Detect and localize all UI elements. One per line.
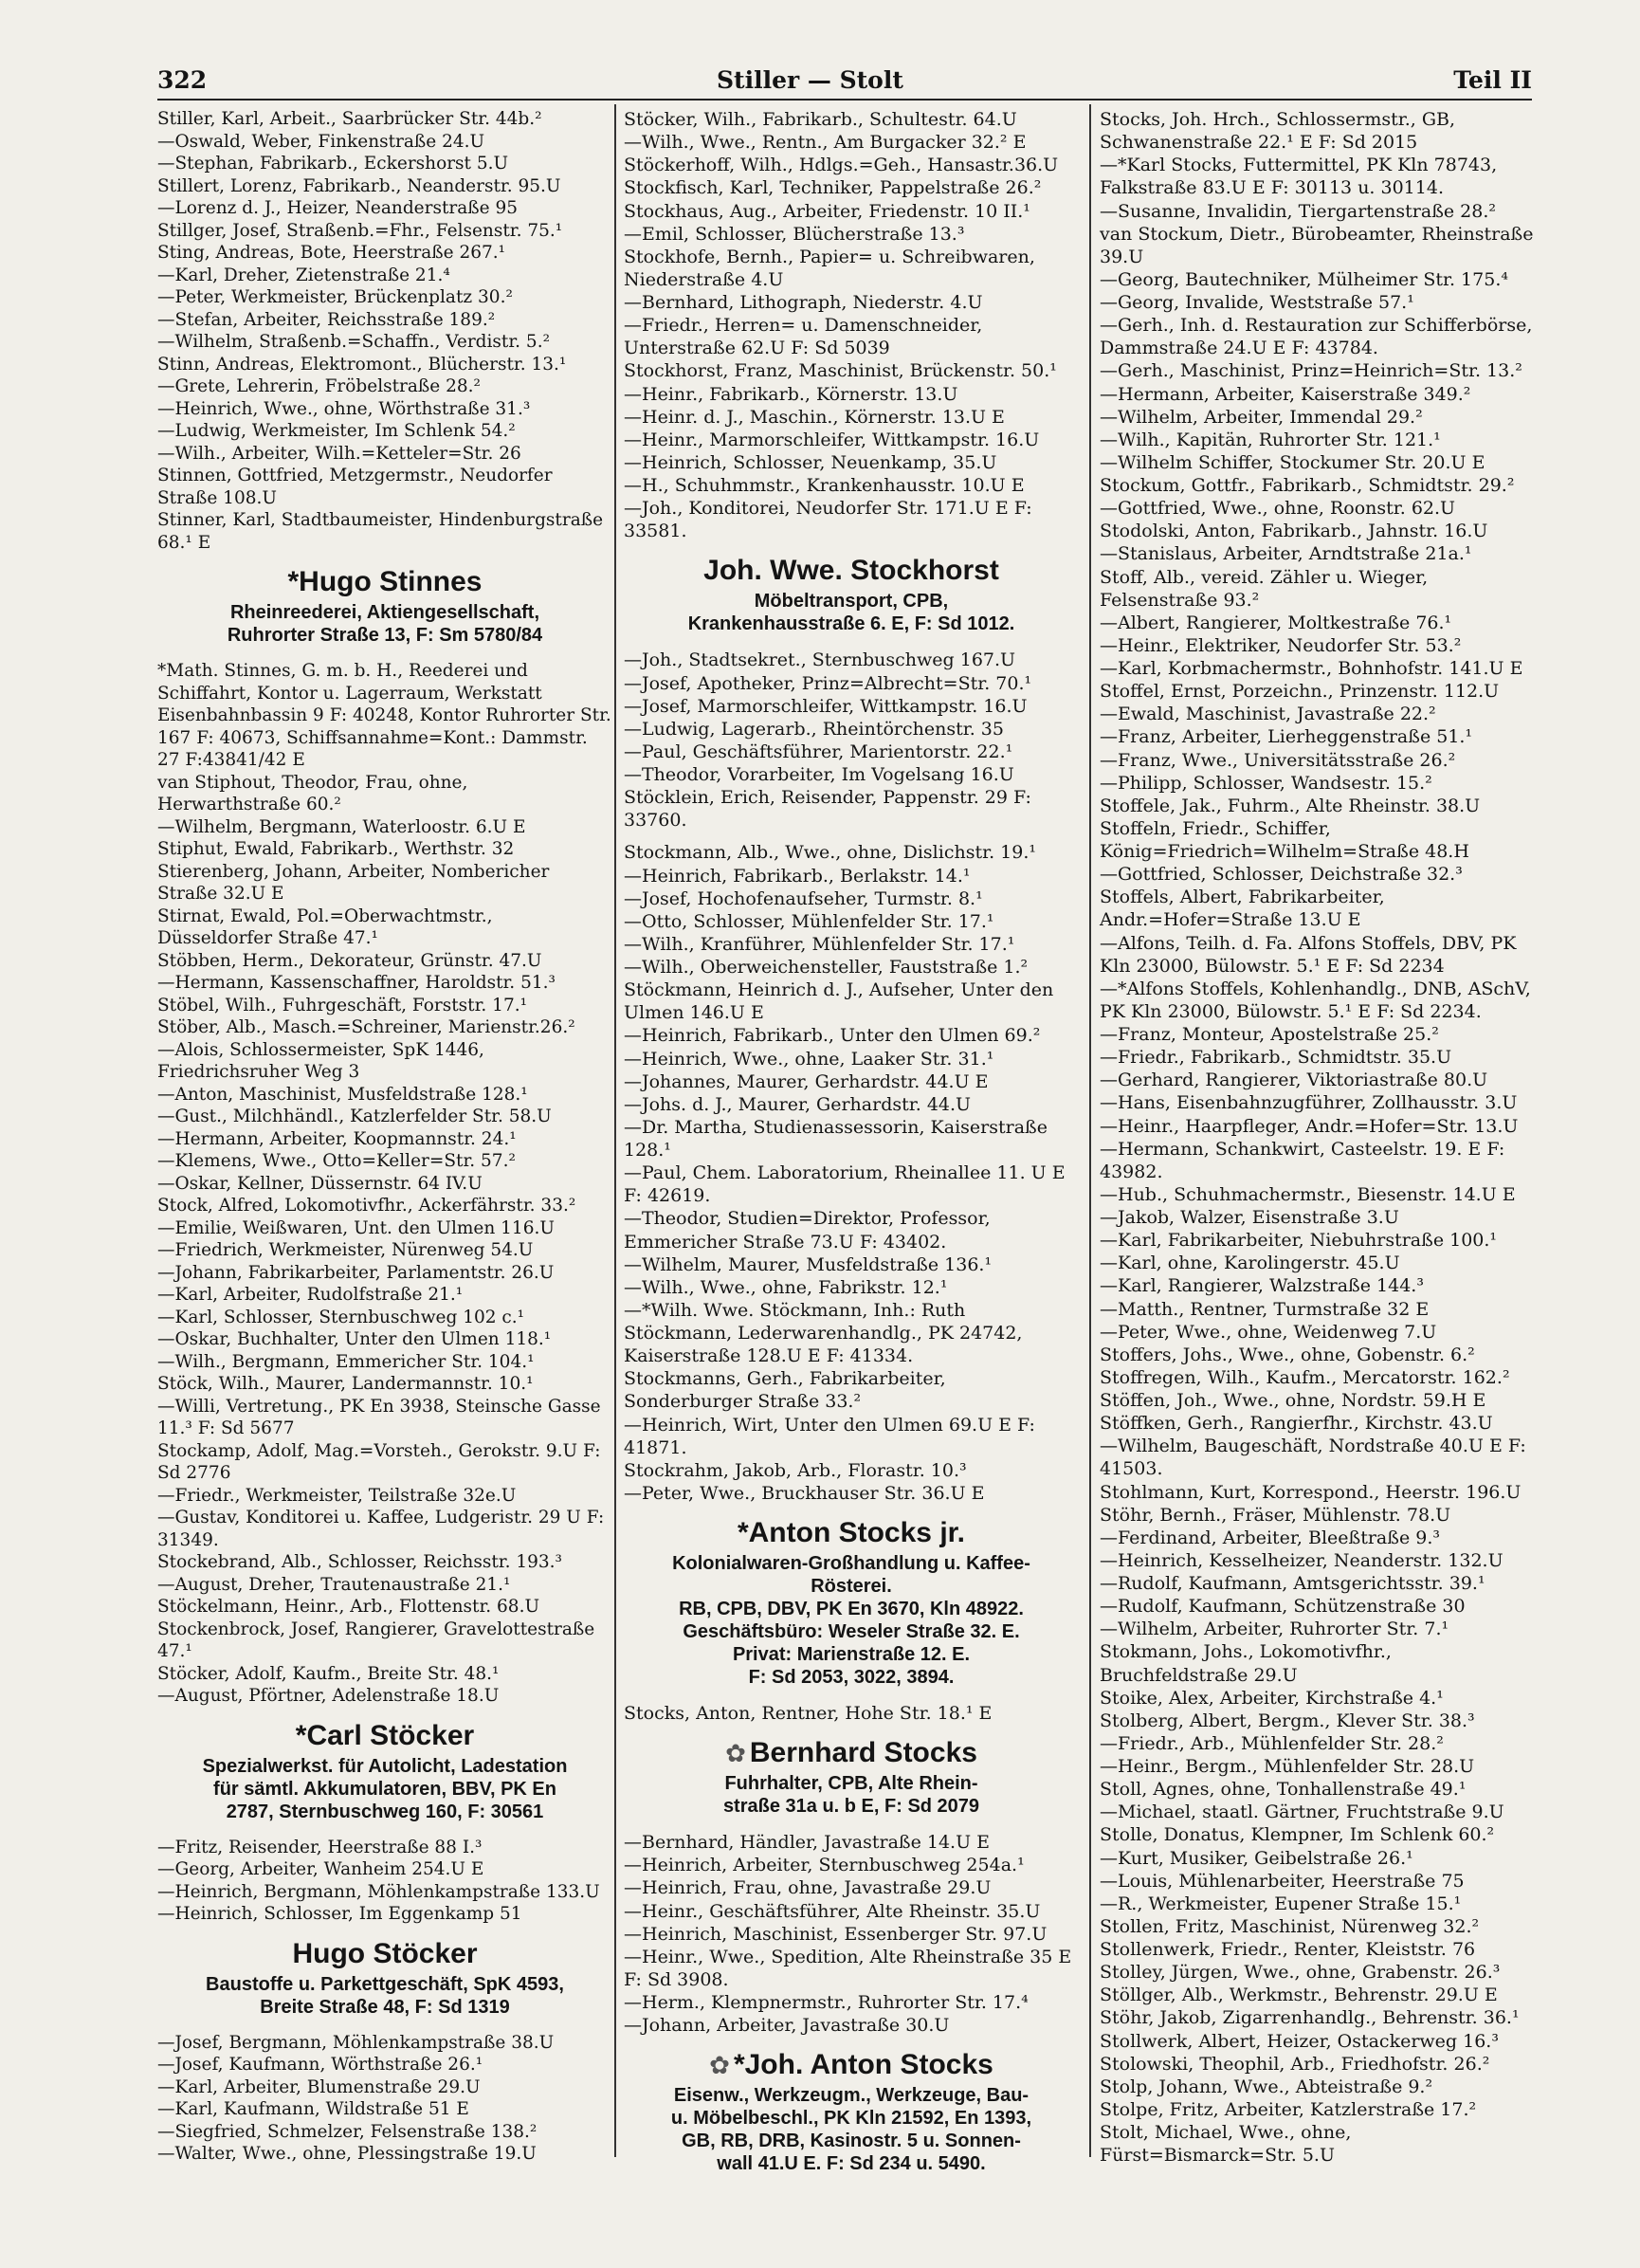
advertisement-line: Baustoffe u. Parkettgeschäft, SpK 4593, [206, 1973, 564, 1995]
directory-entry: Sting, Andreas, Bote, Heerstraße 267.¹ [157, 243, 506, 263]
directory-entry: Stockmanns, Gerh., Fabrikarbeiter, Sonderburger Straße 33.² [624, 1368, 946, 1413]
directory-entry: —Peter, Werkmeister, Brückenplatz 30.² [157, 287, 513, 307]
advertisement-line: Möbeltransport, CPB, [754, 591, 949, 613]
directory-entry: —Hub., Schuhmachermstr., Biesenstr. 14.U E [1100, 1183, 1516, 1205]
directory-entry: —Georg, Arbeiter, Wanheim 254.U E [157, 1859, 484, 1879]
directory-entry: —Georg, Invalide, Weststraße 57.¹ [1100, 292, 1414, 313]
directory-entry: Stoll, Agnes, ohne, Tonhallenstraße 49.¹ [1100, 1779, 1467, 1801]
directory-entry: —Gustav, Konditorei u. Kaffee, Ludgeristr. 29 U F: 31349. [157, 1508, 605, 1550]
directory-entry: Stöbel, Wilh., Fuhrgeschäft, Forststr. 17.¹ [157, 995, 528, 1015]
advertisement-title-text: Hugo Stöcker [292, 1937, 478, 1969]
directory-entry: —Georg, Bautechniker, Mülheimer Str. 175.⁴ [1100, 268, 1508, 290]
directory-entry: —Wilh., Arbeiter, Wilh.=Ketteler=Str. 26 [157, 443, 521, 464]
directory-entry: —Heinrich, Wwe., ohne, Laaker Str. 31.¹ [624, 1048, 994, 1070]
directory-entry: —Gerh., Inh. d. Restauration zur Schifferbörse, Dammstraße 24.U E F: 43784. [1100, 315, 1533, 359]
directory-entry: Stock, Alfred, Lokomotivfhr., Ackerfährstr. 33.² [157, 1196, 576, 1216]
directory-entry: Stoffregen, Wilh., Kaufm., Mercatorstr. 162.² [1100, 1366, 1510, 1388]
directory-entry: Stöffken, Gerh., Rangierfhr., Kirchstr. 43.U [1100, 1413, 1493, 1435]
directory-entry: —Wilhelm, Maurer, Musfeldstraße 136.¹ [624, 1253, 993, 1275]
directory-entry: —Herm., Klempnermstr., Ruhrorter Str. 17.⁴ [624, 1992, 1029, 2013]
directory-entry: —Hermann, Schankwirt, Casteelstr. 19. E F: 43982. [1100, 1138, 1505, 1182]
advertisement-block [157, 1935, 612, 2019]
advertisement-line: GB, RB, DRB, Kasinostr. 5 u. Sonnen- [682, 2131, 1021, 2152]
directory-entry: Stiphut, Ewald, Fabrikarb., Werthstr. 32 [157, 839, 515, 859]
directory-entry: —Dr. Martha, Studienassessorin, Kaiserstraße 128.¹ [624, 1116, 1048, 1161]
directory-entry: Stiller, Karl, Arbeit., Saarbrücker Str. 44b.² [157, 109, 542, 129]
directory-entry: —Matth., Rentner, Turmstraße 32 E [1100, 1298, 1430, 1320]
directory-entry: —Gust., Milchhändl., Katzlerfelder Str. 58.U [157, 1107, 552, 1126]
directory-entry: —Gerh., Maschinist, Prinz=Heinrich=Str. 13.² [1100, 360, 1522, 382]
advertisement-line: Breite Straße 48, F: Sd 1319 [260, 1996, 510, 2018]
directory-entry: —Anton, Maschinist, Musfeldstraße 128.¹ [157, 1084, 528, 1105]
directory-entry: —Friedr., Herren= u. Damenschneider, Unterstraße 62.U F: Sd 5039 [624, 315, 983, 359]
directory-entry: —Wilh., Oberweichensteller, Fauststraße 1.² [624, 957, 1029, 978]
directory-entry: —Kurt, Musiker, Geibelstraße 26.¹ [1100, 1847, 1413, 1869]
directory-entry: Stöckelmann, Heinr., Arb., Flottenstr. 68.U [157, 1597, 540, 1617]
advertisement-block [624, 1734, 1079, 1818]
advertisement-line: straße 31a u. b E, F: Sd 2079 [722, 1796, 980, 1818]
directory-entry: Stolberg, Albert, Bergm., Klever Str. 38.³ [1100, 1710, 1475, 1731]
directory-entry: Stöcker, Wilh., Fabrikarb., Schultestr. 64.U [624, 109, 1017, 130]
directory-entry: Stöcker, Adolf, Kaufm., Breite Str. 48.¹ [157, 1663, 500, 1684]
advertisement-line: Krankenhausstraße 6. E, F: Sd 1012. [687, 613, 1015, 635]
directory-entry: —Josef, Marmorschleifer, Wittkampstr. 16.U [624, 695, 1028, 717]
advertisement-line: Spezialwerkst. für Autolicht, Ladestation [202, 1755, 568, 1777]
directory-entry: Stokmann, Johs., Lokomotivfhr., Bruchfeldstraße 29.U [1100, 1641, 1392, 1686]
directory-entry: —Paul, Chem. Laboratorium, Rheinallee 11. U E F: 42619. [624, 1162, 1066, 1207]
directory-entry: —Paul, Geschäftsführer, Marientorstr. 22.¹ [624, 741, 1013, 762]
directory-entry: —Heinr., Geschäftsführer, Alte Rheinstr. 35.U [624, 1900, 1041, 1922]
advertisement-block [157, 1717, 612, 1823]
directory-entry: —Oswald, Weber, Finkenstraße 24.U [157, 131, 485, 152]
advertisement-line: 2787, Sternbuschweg 160, F: 30561 [226, 1801, 544, 1822]
directory-entry: —Gottfried, Schlosser, Deichstraße 32.³ [1100, 864, 1463, 886]
directory-entry: Stoike, Alex, Arbeiter, Kirchstraße 4.¹ [1100, 1687, 1444, 1709]
advertisement-block [624, 1514, 1079, 1689]
directory-entry: —Wilh., Wwe., ohne, Fabrikstr. 12.¹ [624, 1276, 948, 1298]
directory-entry: —Emil, Schlosser, Blücherstraße 13.³ [624, 223, 965, 245]
directory-entry: —Albert, Rangierer, Moltkestraße 76.¹ [1100, 612, 1452, 633]
directory-entry: —Karl, Rangierer, Walzstraße 144.³ [1100, 1275, 1424, 1297]
directory-entry: Stolpe, Fritz, Arbeiter, Katzlerstraße 17.² [1100, 2098, 1477, 2120]
advertisement-block [157, 563, 612, 647]
advertisement-line: u. Möbelbeschl., PK Kln 21592, En 1393, [670, 2108, 1032, 2130]
directory-entry: —R., Werkmeister, Eupener Straße 15.¹ [1100, 1893, 1462, 1914]
directory-entry: —Karl, Dreher, Zietenstraße 21.⁴ [157, 265, 450, 285]
directory-entry: Stolp, Johann, Wwe., Abteistraße 9.² [1100, 2076, 1433, 2097]
directory-entry: Stoffeln, Friedr., Schiffer, König=Friedrich=Wilhelm=Straße 48.H [1100, 817, 1469, 862]
directory-entry: —Friedr., Fabrikarb., Schmidtstr. 35.U [1100, 1047, 1452, 1069]
wreath-emblem-icon: ✿ [709, 2051, 730, 2080]
advertisement-line: RB, CPB, DBV, PK En 3670, Kln 48922. [679, 1599, 1024, 1619]
advertisement-line: für sämtl. Akkumulatoren, BBV, PK En [213, 1778, 556, 1800]
directory-entry: Stoffel, Ernst, Porzeichn., Prinzenstr. 112.U [1100, 681, 1500, 703]
advertisement-title [624, 552, 1079, 590]
directory-entry: —Heinr., Elektriker, Neudorfer Str. 53.² [1100, 634, 1462, 656]
directory-entry: *Math. Stinnes, G. m. b. H., Reederei und Schiffahrt, Kontor u. Lagerraum, Werkstatt Eisenbahnbassin 9 F: 40248, Kontor Ruhrorter Str. 167 F: 40673, Schiffsannahme=Kont.: Dammstr. 27 F:43841/42 E [157, 661, 611, 770]
directory-entry: —Karl, Fabrikarbeiter, Niebuhrstraße 100.¹ [1100, 1230, 1498, 1252]
directory-entry: —Hermann, Arbeiter, Kaiserstraße 349.² [1100, 383, 1471, 405]
directory-entry: Stöcklein, Erich, Reisender, Pappenstr. 29 F: 33760. [624, 787, 1031, 832]
directory-entry: —Heinr., Fabrikarb., Körnerstr. 13.U [624, 383, 958, 405]
directory-entry: —Otto, Schlosser, Mühlenfelder Str. 17.¹ [624, 910, 994, 932]
advertisement-line: Ruhrorter Straße 13, F: Sm 5780/84 [227, 625, 543, 646]
directory-entry: —Heinrich, Schlosser, Im Eggenkamp 51 [157, 1904, 522, 1924]
directory-entry: —Susanne, Invalidin, Tiergartenstraße 28.² [1100, 200, 1497, 222]
directory-entry: —Theodor, Vorarbeiter, Im Vogelsang 16.U [624, 764, 1014, 785]
directory-entry: —Emilie, Weißwaren, Unt. den Ulmen 116.U [157, 1217, 555, 1238]
directory-entry: —Karl, Korbmachermstr., Bohnhofstr. 141.U E [1100, 658, 1523, 679]
directory-entry: —Wilhelm, Arbeiter, Immendal 29.² [1100, 406, 1423, 428]
directory-entry: Stöhr, Bernh., Fräser, Mühlenstr. 78.U [1100, 1504, 1451, 1526]
directory-entry: Stolt, Michael, Wwe., ohne, Fürst=Bismarck=Str. 5.U [1100, 2122, 1352, 2167]
directory-entry: Stolowski, Theophil, Arb., Friedhofstr. 26.² [1100, 2053, 1490, 2075]
directory-entry: Stockhofe, Bernh., Papier= u. Schreibwaren, Niederstraße 4.U [624, 246, 1035, 290]
advertisement-title [624, 1514, 1079, 1552]
directory-entry: —Franz, Wwe., Universitätsstraße 26.² [1100, 749, 1456, 771]
directory-entry: —Heinrich, Maschinist, Essenberger Str. 97.U [624, 1923, 1048, 1945]
column-divider-1 [614, 104, 616, 2157]
part-label: Teil II [1453, 66, 1532, 94]
directory-entry: —Jakob, Walzer, Eisenstraße 3.U [1100, 1207, 1399, 1228]
directory-entry: —August, Pförtner, Adelenstraße 18.U [157, 1686, 500, 1706]
directory-entry: —Karl, Kaufmann, Wildstraße 51 E [157, 2099, 469, 2119]
directory-entry: Stirnat, Ewald, Pol.=Oberwachtmstr., Düsseldorfer Straße 47.¹ [157, 905, 493, 948]
directory-entry: —Wilh., Bergmann, Emmericher Str. 104.¹ [157, 1351, 535, 1372]
directory-entry: —Lorenz d. J., Heizer, Neanderstraße 95 [157, 198, 518, 218]
directory-entry: Stodolski, Anton, Fabrikarb., Jahnstr. 16.U [1100, 521, 1488, 542]
directory-entry: —Oskar, Buchhalter, Unter den Ulmen 118.¹ [157, 1329, 552, 1349]
directory-entry: —Hans, Eisenbahnzugführer, Zollhausstr. 3.U [1100, 1092, 1518, 1114]
directory-entry: —Franz, Monteur, Apostelstraße 25.² [1100, 1024, 1439, 1045]
advertisement-title [157, 563, 612, 601]
advertisement-title [624, 1734, 1079, 1772]
directory-entry: —Stanislaus, Arbeiter, Arndtstraße 21a.¹ [1100, 543, 1472, 565]
directory-entry: —Wilhelm, Bergmann, Waterloostr. 6.U E [157, 816, 526, 837]
advertisement-line: wall 41.U E. F: Sd 234 u. 5490. [717, 2153, 986, 2175]
directory-entry: —August, Dreher, Trautenaustraße 21.¹ [157, 1574, 511, 1595]
directory-entry: Stockamp, Adolf, Mag.=Vorsteh., Gerokstr. 9.U F: Sd 2776 [157, 1440, 601, 1483]
directory-entry: —Hermann, Arbeiter, Koopmannstr. 24.¹ [157, 1128, 517, 1149]
directory-entry: —Alfons, Teilh. d. Fa. Alfons Stoffels, DBV, PK Kln 23000, Bülowstr. 5.¹ E F: Sd 2234 [1100, 932, 1517, 977]
directory-entry: Stoffele, Jak., Fuhrm., Alte Rheinstr. 38.U [1100, 795, 1481, 816]
advertisement-line: Fuhrhalter, CPB, Alte Rhein- [724, 1773, 978, 1795]
directory-entry: —Oskar, Kellner, Düssernstr. 64 IV.U [157, 1173, 483, 1194]
directory-entry: Stollenwerk, Friedr., Renter, Kleiststr. 76 [1100, 1939, 1476, 1960]
directory-entry: —H., Schuhmmstr., Krankenhausstr. 10.U E [624, 475, 1025, 496]
advertisement-line: Kolonialwaren-Großhandlung u. Kaffee- [672, 1553, 1030, 1574]
directory-entry: Stolley, Jürgen, Wwe., ohne, Grabenstr. 26.³ [1100, 1962, 1501, 1984]
directory-entry: —Heinr. d. J., Maschin., Körnerstr. 13.U E [624, 406, 1005, 428]
directory-entry: —Johs. d. J., Maurer, Gerhardstr. 44.U [624, 1093, 972, 1115]
directory-entry: —Heinrich, Fabrikarb., Berlakstr. 14.¹ [624, 865, 971, 887]
directory-entry: Stocks, Anton, Rentner, Hohe Str. 18.¹ E [624, 1703, 993, 1724]
directory-entry: —Ewald, Maschinist, Javastraße 22.² [1100, 704, 1436, 725]
advertisement-title-text: *Joh. Anton Stocks [733, 2049, 993, 2081]
directory-entry: —Fritz, Reisender, Heerstraße 88 I.³ [157, 1837, 483, 1857]
page-range-title: Stiller — Stolt [717, 66, 903, 94]
directory-entry: —Wilhelm Schiffer, Stockumer Str. 20.U E [1100, 451, 1485, 473]
directory-entry: van Stockum, Dietr., Bürobeamter, Rheinstraße 39.U [1100, 223, 1534, 267]
advertisement-title [157, 1717, 612, 1755]
advertisement-line: Eisenw., Werkzeugm., Werkzeuge, Bau- [673, 2085, 1030, 2107]
directory-entry: —*Wilh. Wwe. Stöckmann, Inh.: Ruth Stöckmann, Lederwarenhandlg., PK 24742, Kaiserstraße 128.U E F: 41334. [624, 1299, 1023, 1367]
directory-entry: Stinner, Karl, Stadtbaumeister, Hindenburgstraße 68.¹ E [157, 510, 604, 553]
directory-entry: Stoffels, Albert, Fabrikarbeiter, Andr.=Hofer=Straße 13.U E [1100, 887, 1385, 931]
directory-entry: —Josef, Bergmann, Möhlenkampstraße 38.U [157, 2032, 555, 2053]
directory-entry: —Karl, Arbeiter, Rudolfstraße 21.¹ [157, 1285, 464, 1305]
advertisement-title-text: *Anton Stocks jr. [737, 1517, 966, 1548]
directory-entry: Stöffen, Joh., Wwe., ohne, Nordstr. 59.H E [1100, 1390, 1486, 1411]
directory-entry: Stöckmann, Heinrich d. J., Aufseher, Unter den Ulmen 146.U E [624, 979, 1054, 1024]
directory-entry: —Wilhelm, Straßenb.=Schaffn., Verdistr. 5.² [157, 332, 550, 352]
directory-entry: Stockfisch, Karl, Techniker, Pappelstraße 26.² [624, 177, 1042, 199]
directory-entry: Stockrahm, Jakob, Arb., Florastr. 10.³ [624, 1459, 967, 1481]
advertisement-title-text: *Carl Stöcker [295, 1719, 475, 1751]
directory-entry: —Heinrich, Fabrikarb., Unter den Ulmen 69.² [624, 1025, 1041, 1047]
directory-entry: Stockhorst, Franz, Maschinist, Brückenstr. 50.¹ [624, 360, 1057, 382]
directory-entry: Stillert, Lorenz, Fabrikarb., Neanderstr. 95.U [157, 175, 561, 196]
advertisement-line: Privat: Marienstraße 12. E. [732, 1644, 971, 1665]
directory-entry: Stockenbrock, Josef, Rangierer, Gravelottestraße 47.¹ [157, 1619, 595, 1661]
directory-entry: van Stiphout, Theodor, Frau, ohne, Herwarthstraße 60.² [157, 772, 468, 814]
directory-entry: —Johann, Fabrikarbeiter, Parlamentstr. 26.U [157, 1262, 555, 1283]
directory-entry: —Rudolf, Kaufmann, Schützenstraße 30 [1100, 1596, 1466, 1618]
directory-entry: —Ludwig, Werkmeister, Im Schlenk 54.² [157, 421, 516, 441]
directory-entry: Stockebrand, Alb., Schlosser, Reichsstr. 193.³ [157, 1552, 562, 1572]
directory-entry: —Heinrich, Wwe., ohne, Wörthstraße 31.³ [157, 398, 531, 419]
directory-entry: Stollwerk, Albert, Heizer, Ostackerweg 16.³ [1100, 2030, 1499, 2052]
directory-entry: —Heinrich, Kesselheizer, Neanderstr. 132.U [1100, 1549, 1503, 1571]
advertisement-title [157, 1935, 612, 1973]
directory-entry: —Heinrich, Bergmann, Möhlenkampstraße 133.U [157, 1881, 600, 1902]
directory-entry: —Friedr., Werkmeister, Teilstraße 32e.U [157, 1485, 517, 1506]
directory-entry: Stöber, Alb., Masch.=Schreiner, Marienstr.26.² [157, 1017, 575, 1037]
wreath-emblem-icon: ✿ [725, 1739, 746, 1768]
directory-entry: —Heinr., Wwe., Spedition, Alte Rheinstraße 35 E F: Sd 3908. [624, 1946, 1072, 1990]
directory-entry: —Philipp, Schlosser, Wandsestr. 15.² [1100, 772, 1432, 794]
directory-entry: —Josef, Apotheker, Prinz=Albrecht=Str. 70.¹ [624, 672, 1032, 694]
directory-entry: —Heinrich, Arbeiter, Sternbuschweg 254a.¹ [624, 1855, 1025, 1876]
directory-entry: —Ferdinand, Arbeiter, Bleeßtraße 9.³ [1100, 1527, 1440, 1548]
directory-entry: —Franz, Arbeiter, Lierheggenstraße 51.¹ [1100, 726, 1473, 748]
advertisement-title-text: Bernhard Stocks [749, 1737, 977, 1769]
advertisement-title-text: Joh. Wwe. Stockhorst [703, 555, 999, 587]
directory-entry: —Wilh., Kapitän, Ruhrorter Str. 121.¹ [1100, 429, 1441, 450]
directory-entry: Stockum, Gottfr., Fabrikarb., Schmidtstr. 29.² [1100, 475, 1515, 496]
directory-entry: —Joh., Konditorei, Neudorfer Str. 171.U E F: 33581. [624, 498, 1032, 542]
directory-entry: —Peter, Wwe., Bruckhauser Str. 36.U E [624, 1482, 985, 1504]
directory-entry: Stocks, Joh. Hrch., Schlossermstr., GB, Schwanenstraße 22.¹ E F: Sd 2015 [1100, 109, 1456, 154]
directory-entry: —Karl, Schlosser, Sternbuschweg 102 c.¹ [157, 1307, 525, 1327]
directory-entry: —Karl, ohne, Karolingerstr. 45.U [1100, 1253, 1400, 1274]
directory-entry: —Heinrich, Frau, ohne, Javastraße 29.U [624, 1877, 992, 1899]
directory-entry: Stöllger, Alb., Werkmstr., Behrenstr. 29.U E [1100, 1984, 1498, 2006]
column-left [157, 108, 612, 2166]
directory-entry: —Wilhelm, Baugeschäft, Nordstraße 40.U E F: 41503. [1100, 1436, 1526, 1480]
directory-entry: —Ludwig, Lagerarb., Rheintörchenstr. 35 [624, 718, 1004, 740]
directory-entry: —Bernhard, Händler, Javastraße 14.U E [624, 1832, 991, 1854]
directory-entry: Stinnen, Gottfried, Metzgermstr., Neudorfer Straße 108.U [157, 466, 553, 508]
directory-entry: —Klemens, Wwe., Otto=Keller=Str. 57.² [157, 1151, 516, 1171]
directory-entry: —Walter, Wwe., ohne, Plessingstraße 19.U [157, 2144, 537, 2164]
directory-entry: Stockhaus, Aug., Arbeiter, Friedenstr. 10 II.¹ [624, 200, 1030, 222]
directory-entry: —Karl, Arbeiter, Blumenstraße 29.U [157, 2076, 481, 2097]
directory-entry: —Friedr., Arb., Mühlenfelder Str. 28.² [1100, 1732, 1444, 1754]
directory-entry: Stockmann, Alb., Wwe., ohne, Dislichstr. 19.¹ [624, 842, 1036, 864]
directory-entry: —Peter, Wwe., ohne, Weidenweg 7.U [1100, 1321, 1437, 1343]
directory-entry: Stollen, Fritz, Maschinist, Nürenweg 32.² [1100, 1915, 1480, 1937]
directory-entry: —Johannes, Maurer, Gerhardstr. 44.U E [624, 1070, 989, 1092]
directory-entry: —Michael, staatl. Gärtner, Fruchtstraße 9.U [1100, 1802, 1504, 1823]
directory-entry: Stoff, Alb., vereid. Zähler u. Wieger, Felsenstraße 93.² [1100, 566, 1429, 611]
directory-entry: —Heinr., Haarpfleger, Andr.=Hofer=Str. 13.U [1100, 1115, 1519, 1137]
directory-entry: —Heinr., Marmorschleifer, Wittkampstr. 16.U [624, 429, 1040, 450]
directory-entry: —Wilh., Kranführer, Mühlenfelder Str. 17.¹ [624, 933, 1015, 955]
directory-entry: —Wilhelm, Arbeiter, Ruhrorter Str. 7.¹ [1100, 1619, 1449, 1640]
directory-entry: —Joh., Stadtsekret., Sternbuschweg 167.U [624, 649, 1016, 671]
directory-entry: —Grete, Lehrerin, Fröbelstraße 28.² [157, 376, 481, 396]
column-right [1100, 108, 1534, 2167]
column-middle [624, 108, 1079, 2188]
directory-entry: —Rudolf, Kaufmann, Amtsgerichtsstr. 39.¹ [1100, 1573, 1485, 1594]
directory-entry: —Bernhard, Lithograph, Niederstr. 4.U [624, 292, 983, 313]
advertisement-title [624, 2046, 1079, 2084]
directory-entry: Stoffers, Johs., Wwe., ohne, Gobenstr. 6.² [1100, 1344, 1475, 1365]
directory-entry: —Siegfried, Schmelzer, Felsenstraße 138.² [157, 2121, 538, 2142]
advertisement-title-text: *Hugo Stinnes [287, 566, 483, 597]
spacer [624, 832, 1079, 841]
advertisement-line: Rösterei. [811, 1576, 892, 1597]
directory-entry: —Louis, Mühlenarbeiter, Heerstraße 75 [1100, 1870, 1465, 1892]
directory-entry: —Alois, Schlossermeister, SpK 1446, Friedrichsruher Weg 3 [157, 1039, 484, 1082]
directory-entry: —Heinrich, Schlosser, Neuenkamp, 35.U [624, 451, 997, 473]
directory-entry: —Stephan, Fabrikarb., Eckershorst 5.U [157, 154, 509, 174]
header-rule [157, 99, 1532, 101]
directory-entry: —Heinrich, Wirt, Unter den Ulmen 69.U E F: 41871. [624, 1414, 1035, 1458]
directory-entry: Stolle, Donatus, Klempner, Im Schlenk 60.² [1100, 1824, 1495, 1846]
advertisement-block [624, 2046, 1079, 2175]
directory-entry: —Gottfried, Wwe., ohne, Roonstr. 62.U [1100, 498, 1456, 520]
directory-entry: —Hermann, Kassenschaffner, Haroldstr. 51.³ [157, 973, 556, 993]
directory-entry: Stöck, Wilh., Maurer, Landermannstr. 10.¹ [157, 1374, 534, 1394]
directory-entry: —Heinr., Bergm., Mühlenfelder Str. 28.U [1100, 1756, 1475, 1777]
directory-entry: Stillger, Josef, Straßenb.=Fhr., Felsenstr. 75.¹ [157, 220, 563, 241]
page-number: 322 [157, 66, 208, 94]
directory-entry: —Wilh., Wwe., Rentn., Am Burgacker 32.² E [624, 132, 1027, 154]
column-divider-2 [1089, 104, 1091, 2157]
directory-entry: Stöbben, Herm., Dekorateur, Grünstr. 47.U [157, 950, 542, 971]
directory-entry: Stohlmann, Kurt, Korrespond., Heerstr. 196.U [1100, 1481, 1522, 1503]
directory-entry: —Josef, Hochofenaufseher, Turmstr. 8.¹ [624, 887, 983, 909]
advertisement-line: Rheinreederei, Aktiengesellschaft, [229, 602, 540, 623]
directory-entry: —Theodor, Studien=Direktor, Professor, Emmericher Straße 73.U F: 43402. [624, 1208, 991, 1253]
directory-entry: Stöckerhoff, Wilh., Hdlgs.=Geh., Hansastr.36.U [624, 155, 1059, 176]
directory-entry: —*Alfons Stoffels, Kohlenhandlg., DNB, ASchV, PK Kln 23000, Bülowstr. 5.¹ E F: Sd 2234. [1100, 978, 1531, 1022]
directory-entry: —Stefan, Arbeiter, Reichsstraße 189.² [157, 309, 496, 330]
directory-entry: —Willi, Vertretung., PK En 3938, Steinsche Gasse 11.³ F: Sd 5677 [157, 1396, 601, 1438]
directory-entry: —*Karl Stocks, Futtermittel, PK Kln 78743, Falkstraße 83.U E F: 30113 u. 30114. [1100, 155, 1498, 199]
page-header [157, 66, 1532, 101]
advertisement-line: Geschäftsbüro: Weseler Straße 32. E. [683, 1621, 1020, 1642]
directory-entry: —Friedrich, Werkmeister, Nürenweg 54.U [157, 1240, 534, 1260]
advertisement-block [624, 552, 1079, 635]
directory-entry: Stöhr, Jakob, Zigarrenhandlg., Behrenstr. 36.¹ [1100, 2007, 1520, 2029]
directory-entry: Stinn, Andreas, Elektromont., Blücherstr. 13.¹ [157, 354, 567, 375]
advertisement-line: F: Sd 2053, 3022, 3894. [748, 1667, 955, 1688]
directory-entry: —Johann, Arbeiter, Javastraße 30.U [624, 2015, 950, 2037]
directory-entry: —Josef, Kaufmann, Wörthstraße 26.¹ [157, 2055, 483, 2075]
directory-entry: —Gerhard, Rangierer, Viktoriastraße 80.U [1100, 1070, 1488, 1091]
directory-entry: Stierenberg, Johann, Arbeiter, Nombericher Straße 32.U E [157, 861, 550, 904]
